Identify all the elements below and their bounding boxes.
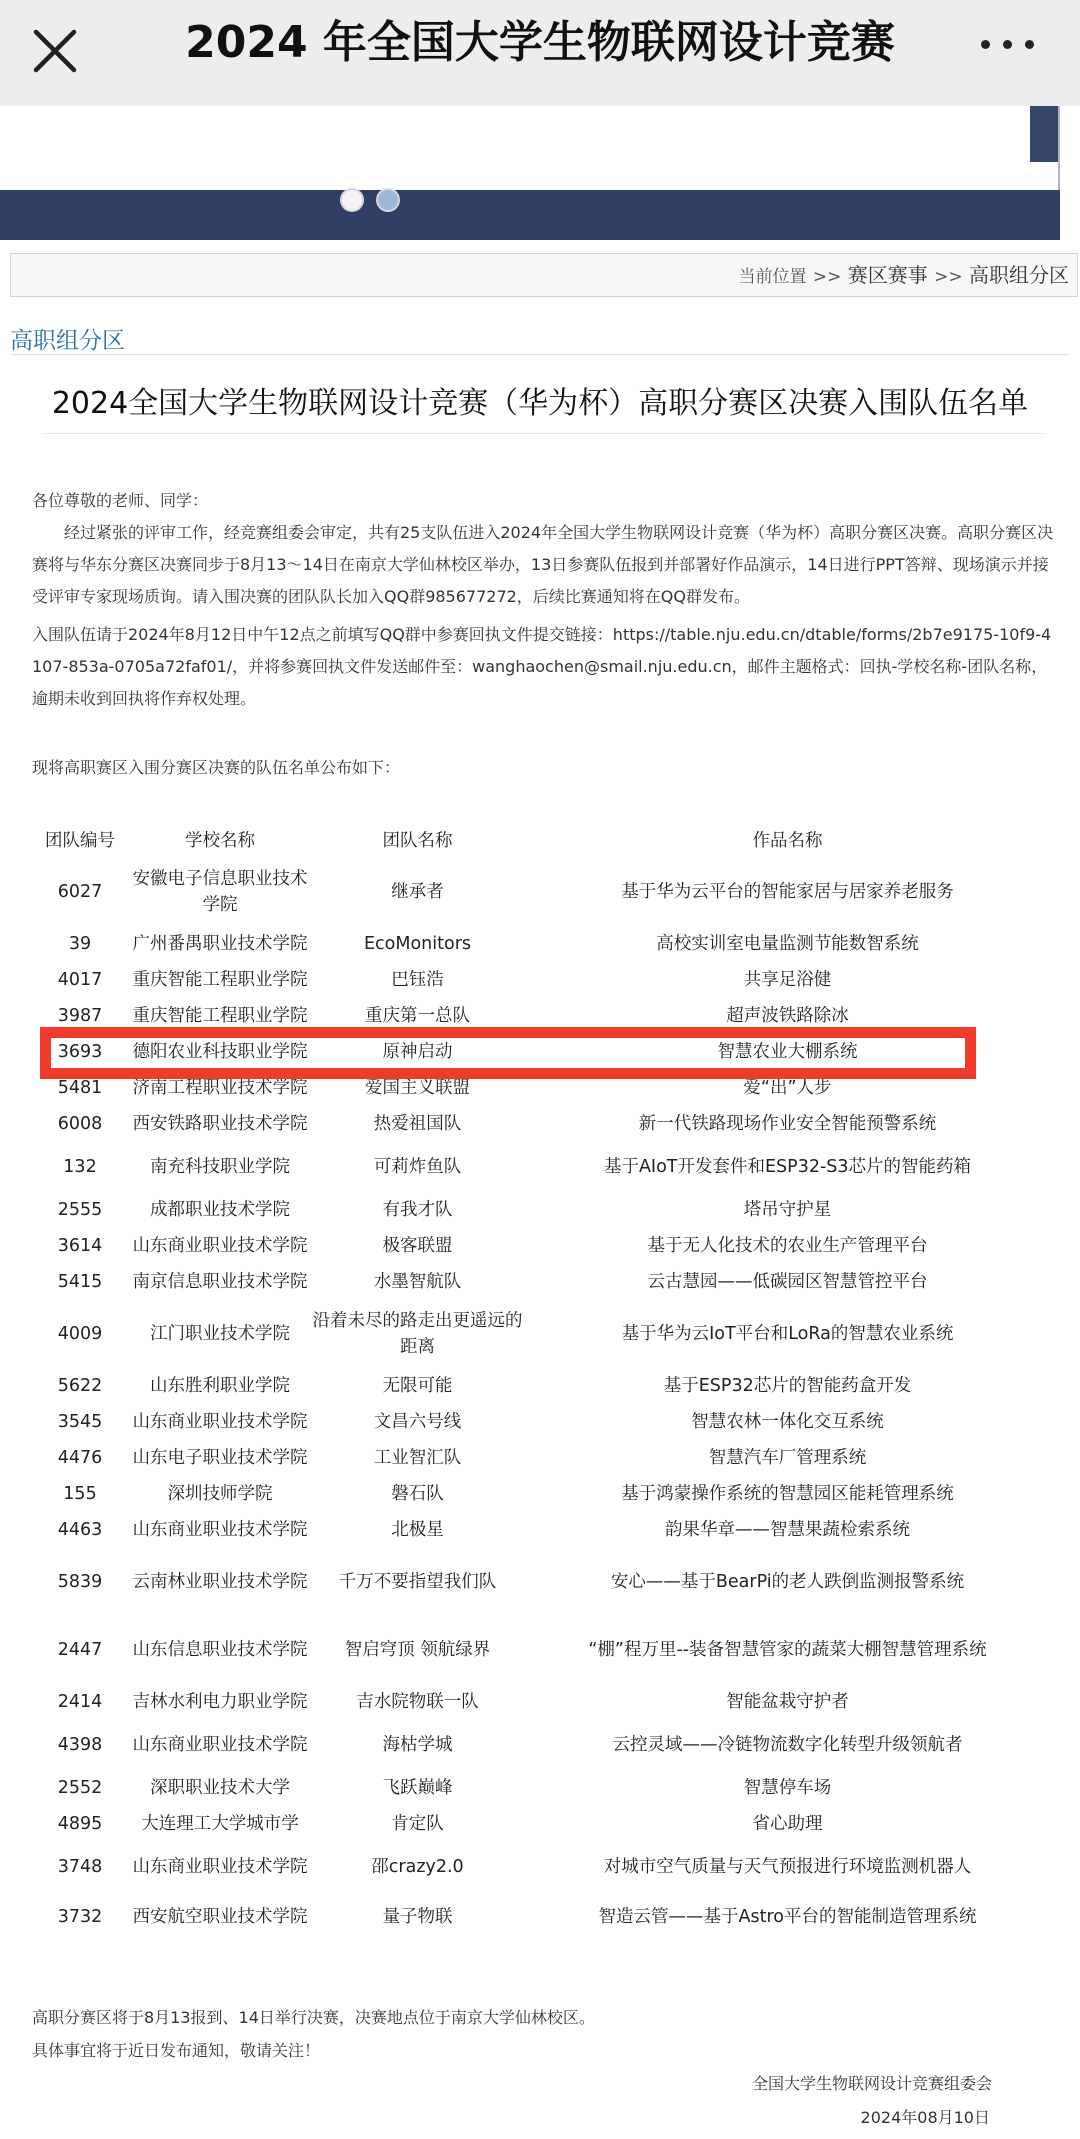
table-row bbox=[30, 1368, 1050, 1404]
cell-team-name: 热爱祖国队 bbox=[373, 1114, 462, 1134]
notice-table-intro: 现将高职赛区入围分赛区决赛的队伍名单公布如下： bbox=[32, 758, 401, 777]
breadcrumb-current-label: 当前位置 bbox=[738, 267, 807, 287]
close-button[interactable] bbox=[22, 18, 88, 84]
table-row bbox=[30, 1440, 1050, 1476]
cell-school: 江门职业技术学院 bbox=[150, 1324, 290, 1344]
cell-project: 智慧停车场 bbox=[743, 1778, 832, 1798]
cell-school: 山东胜利职业学院 bbox=[150, 1376, 290, 1396]
cell-project: 新一代铁路现场作业安全智能预警系统 bbox=[638, 1114, 937, 1134]
table-row bbox=[30, 1192, 1050, 1228]
cell-team-name: 文昌六号线 bbox=[373, 1412, 462, 1432]
cell-team-id: 4895 bbox=[57, 1814, 103, 1834]
divider bbox=[44, 433, 1044, 434]
table-row bbox=[30, 1142, 1050, 1192]
cell-school: 成都职业技术学院 bbox=[150, 1200, 290, 1220]
notice-greeting: 各位尊敬的老师、同学： bbox=[32, 491, 209, 510]
cell-school: 西安航空职业技术学院 bbox=[132, 1907, 308, 1927]
cell-team-name: 海枯学城 bbox=[382, 1735, 453, 1755]
cell-team-name: 量子物联 bbox=[382, 1907, 453, 1927]
cell-team-id: 3614 bbox=[57, 1236, 103, 1256]
cell-team-name: 邵crazy2.0 bbox=[371, 1857, 464, 1877]
cell-team-name: 肯定队 bbox=[391, 1814, 444, 1834]
cell-team-id: 2555 bbox=[57, 1200, 103, 1220]
carousel-dot-1[interactable] bbox=[340, 188, 364, 212]
cell-project: 塔吊守护星 bbox=[743, 1200, 832, 1220]
breadcrumb-separator: >> bbox=[812, 267, 842, 287]
cell-school: 深职职业技术大学 bbox=[150, 1778, 290, 1798]
cell-team-id: 155 bbox=[63, 1484, 97, 1504]
cell-team-name: 无限可能 bbox=[382, 1376, 453, 1396]
cell-team-id: 6008 bbox=[57, 1114, 103, 1134]
notice-footer-2: 具体事宜将于近日发布通知，敬请关注！ bbox=[32, 2041, 321, 2060]
divider bbox=[10, 354, 1070, 355]
cell-school: 山东商业职业技术学院 bbox=[132, 1236, 308, 1256]
table-row bbox=[30, 1806, 1050, 1842]
notice-paragraph-2: 入围队伍请于2024年8月12日中午12点之前填写QQ群中参赛回执文件提交链接：https://table.nju.edu.cn/dtable/forms/2b7e9175-10f9-4107-853a-0705a72faf01/，并将参赛回执文件发送邮件至：wanghaochen@smail.nju.edu.cn，邮件主题格式：回执-学校名称-团队名称，逾期未收到回执将作弃权处理。 bbox=[32, 625, 1052, 708]
carousel-dot-2[interactable] bbox=[376, 188, 400, 212]
cell-project: 共享足浴健 bbox=[743, 970, 832, 990]
cell-team-name: 有我才队 bbox=[382, 1200, 453, 1220]
cell-team-id: 4009 bbox=[57, 1324, 103, 1344]
cell-team-name: 原神启动 bbox=[310, 1034, 525, 1070]
cell-team-name: 巴钰浩 bbox=[391, 970, 444, 990]
cell-team-name: 继承者 bbox=[391, 882, 444, 902]
banner-strip bbox=[0, 190, 1060, 240]
cell-school: 西安铁路职业技术学院 bbox=[132, 1114, 308, 1134]
header-project: 作品名称 bbox=[752, 830, 823, 851]
cell-team-name: 可莉炸鱼队 bbox=[373, 1157, 462, 1177]
cell-project: 智慧农林一体化交互系统 bbox=[691, 1412, 884, 1432]
notice-footer-1: 高职分赛区将于8月13报到、14日举行决赛，决赛地点位于南京大学仙林校区。 bbox=[32, 2008, 595, 2027]
cell-team-id: 39 bbox=[68, 934, 92, 954]
more-button[interactable] bbox=[975, 24, 1045, 64]
more-dots-icon bbox=[981, 40, 990, 49]
cell-team-id: 4463 bbox=[57, 1520, 103, 1540]
cell-school: 德阳农业科技职业学院 bbox=[130, 1034, 310, 1070]
table-row bbox=[30, 926, 1050, 962]
cell-school: 南充科技职业学院 bbox=[150, 1157, 290, 1177]
cell-school: 山东信息职业技术学院 bbox=[132, 1640, 308, 1660]
section-title[interactable]: 高职组分区 bbox=[10, 328, 125, 354]
cell-project: 基于鸿蒙操作系统的智慧园区能耗管理系统 bbox=[621, 1484, 954, 1504]
cell-project: 爱“出”人步 bbox=[743, 1078, 832, 1098]
cell-project: 超声波铁路除冰 bbox=[726, 1006, 849, 1026]
cell-school: 山东商业职业技术学院 bbox=[132, 1520, 308, 1540]
table-row-highlighted bbox=[30, 1034, 1050, 1070]
breadcrumb bbox=[10, 253, 1078, 297]
cell-project: 省心助理 bbox=[752, 1814, 823, 1834]
table-row bbox=[30, 1264, 1050, 1300]
cell-team-id: 5415 bbox=[57, 1272, 103, 1292]
finalist-table bbox=[30, 820, 1050, 1942]
cell-project: 基于ESP32芯片的智能药盒开发 bbox=[663, 1376, 912, 1396]
breadcrumb-separator: >> bbox=[934, 267, 963, 287]
table-row bbox=[30, 1720, 1050, 1770]
cell-team-name: 爱国主义联盟 bbox=[365, 1078, 470, 1098]
table-row bbox=[30, 858, 1050, 926]
cell-school: 吉林水利电力职业学院 bbox=[132, 1692, 308, 1712]
banner-side-tab bbox=[1030, 106, 1058, 162]
table-row bbox=[30, 1106, 1050, 1142]
header-team-id: 团队编号 bbox=[45, 830, 115, 851]
table-row bbox=[30, 1548, 1050, 1616]
cell-team-name: 磐石队 bbox=[391, 1484, 444, 1504]
cell-project: 智慧汽车厂管理系统 bbox=[708, 1448, 867, 1468]
banner-carousel bbox=[0, 106, 1080, 240]
cell-team-name: 智启穹顶 领航绿界 bbox=[344, 1640, 491, 1660]
cell-school: 安徽电子信息职业技术学院 bbox=[132, 869, 308, 915]
cell-team-id: 2414 bbox=[57, 1692, 103, 1712]
close-icon bbox=[22, 18, 88, 84]
cell-team-name: 千万不要指望我们队 bbox=[338, 1572, 497, 1592]
page-title: 2024 年全国大学生物联网设计竞赛 bbox=[185, 17, 895, 68]
table-row bbox=[30, 1512, 1050, 1548]
table-row bbox=[30, 1404, 1050, 1440]
cell-team-id: 132 bbox=[63, 1157, 97, 1177]
cell-project: 韵果华章——智慧果蔬检索系统 bbox=[665, 1520, 910, 1540]
cell-team-name: 沿着未尽的路走出更遥远的距离 bbox=[312, 1311, 523, 1357]
table-row bbox=[30, 1842, 1050, 1892]
cell-team-id: 3545 bbox=[57, 1412, 103, 1432]
cell-team-name: EcoMonitors bbox=[363, 934, 472, 954]
cell-school: 广州番禺职业技术学院 bbox=[132, 934, 308, 954]
banner-divider bbox=[1058, 106, 1060, 192]
table-row bbox=[30, 1770, 1050, 1806]
table-row bbox=[30, 962, 1050, 998]
cell-project: 基于华为云平台的智能家居与居家养老服务 bbox=[621, 882, 954, 902]
cell-team-id: 4398 bbox=[57, 1735, 103, 1755]
cell-project: “棚”程万里--装备智慧管家的蔬菜大棚智慧管理系统 bbox=[588, 1640, 987, 1660]
header-school: 学校名称 bbox=[185, 830, 255, 851]
breadcrumb-link-vocational[interactable]: 高职组分区 bbox=[969, 263, 1069, 287]
table-row bbox=[30, 1476, 1050, 1512]
table-row bbox=[30, 1892, 1050, 1942]
cell-school: 云南林业职业技术学院 bbox=[132, 1572, 308, 1592]
cell-school: 山东商业职业技术学院 bbox=[132, 1412, 308, 1432]
cell-project: 智慧农业大棚系统 bbox=[525, 1034, 1050, 1070]
cell-team-id: 2447 bbox=[57, 1640, 103, 1660]
table-row bbox=[30, 998, 1050, 1034]
table-row bbox=[30, 1070, 1050, 1106]
cell-project: 基于无人化技术的农业生产管理平台 bbox=[647, 1236, 928, 1256]
notice-title: 2024全国大学生物联网设计竞赛（华为杯）高职分赛区决赛入围队伍名单 bbox=[51, 386, 1029, 421]
notice-date: 2024年08月10日 bbox=[860, 2108, 990, 2127]
table-row bbox=[30, 1228, 1050, 1264]
cell-school: 南京信息职业技术学院 bbox=[132, 1272, 308, 1292]
notice-paragraph-1: 经过紧张的评审工作，经竞赛组委会审定，共有25支队伍进入2024年全国大学生物联网设计竞赛（华为杯）高职分赛区决赛。高职分赛区决赛将与华东分赛区决赛同步于8月13～14日在南京大学仙林校区举办，13日参赛队伍报到并部署好作品演示，14日进行PPT答辩、现场演示并接受评审专家现场质询。请入围决赛的团队队长加入QQ群985677272，后续比赛通知将在QQ群发布。 bbox=[32, 523, 1054, 606]
cell-team-id: 5622 bbox=[57, 1376, 103, 1396]
cell-team-id: 3748 bbox=[57, 1857, 103, 1877]
cell-team-name: 工业智汇队 bbox=[373, 1448, 462, 1468]
cell-school: 重庆智能工程职业学院 bbox=[132, 970, 308, 990]
table-row bbox=[30, 1684, 1050, 1720]
cell-team-name: 极客联盟 bbox=[382, 1236, 453, 1256]
cell-team-id: 2552 bbox=[57, 1778, 103, 1798]
cell-team-id: 5839 bbox=[57, 1572, 103, 1592]
cell-project: 智能盆栽守护者 bbox=[726, 1692, 849, 1712]
cell-team-id: 5481 bbox=[57, 1078, 103, 1098]
cell-project: 基于AIoT开发套件和ESP32-S3芯片的智能药箱 bbox=[603, 1157, 972, 1177]
cell-team-name: 飞跃巅峰 bbox=[382, 1778, 453, 1798]
table-row bbox=[30, 1300, 1050, 1368]
table-row bbox=[30, 1616, 1050, 1684]
cell-school: 大连理工大学城市学 bbox=[141, 1814, 299, 1834]
cell-project: 安心——基于BearPi的老人跌倒监测报警系统 bbox=[610, 1572, 965, 1592]
cell-project: 智造云管——基于Astro平台的智能制造管理系统 bbox=[598, 1907, 977, 1927]
cell-team-id: 6027 bbox=[57, 882, 103, 902]
cell-school: 重庆智能工程职业学院 bbox=[132, 1006, 308, 1026]
cell-team-id: 3987 bbox=[57, 1006, 103, 1026]
top-bar bbox=[0, 0, 1080, 106]
cell-team-name: 北极星 bbox=[391, 1520, 444, 1540]
cell-project: 对城市空气质量与天气预报进行环境监测机器人 bbox=[603, 1857, 972, 1877]
cell-project: 云古慧园——低碳园区智慧管控平台 bbox=[647, 1272, 928, 1292]
cell-team-name: 水墨智航队 bbox=[373, 1272, 462, 1292]
cell-team-id: 3693 bbox=[30, 1034, 130, 1070]
cell-team-id: 3732 bbox=[57, 1907, 103, 1927]
cell-team-id: 4476 bbox=[57, 1448, 103, 1468]
cell-team-id: 4017 bbox=[57, 970, 103, 990]
cell-school: 深圳技师学院 bbox=[167, 1484, 273, 1504]
cell-team-name: 吉水院物联一队 bbox=[356, 1692, 479, 1712]
cell-school: 山东商业职业技术学院 bbox=[132, 1857, 308, 1877]
cell-project: 高校实训室电量监测节能数智系统 bbox=[656, 934, 919, 954]
breadcrumb-link-events[interactable]: 赛区赛事 bbox=[847, 263, 928, 287]
cell-school: 山东电子职业技术学院 bbox=[132, 1448, 308, 1468]
cell-team-name: 重庆第一总队 bbox=[365, 1006, 470, 1026]
cell-project: 云控灵域——冷链物流数字化转型升级领航者 bbox=[612, 1735, 963, 1755]
header-team-name: 团队名称 bbox=[382, 830, 453, 851]
cell-school: 济南工程职业技术学院 bbox=[132, 1078, 308, 1098]
notice-signature: 全国大学生物联网设计竞赛组委会 bbox=[751, 2074, 992, 2093]
cell-school: 山东商业职业技术学院 bbox=[132, 1735, 308, 1755]
table-header-row bbox=[30, 820, 1050, 858]
cell-project: 基于华为云IoT平台和LoRa的智慧农业系统 bbox=[621, 1324, 954, 1344]
